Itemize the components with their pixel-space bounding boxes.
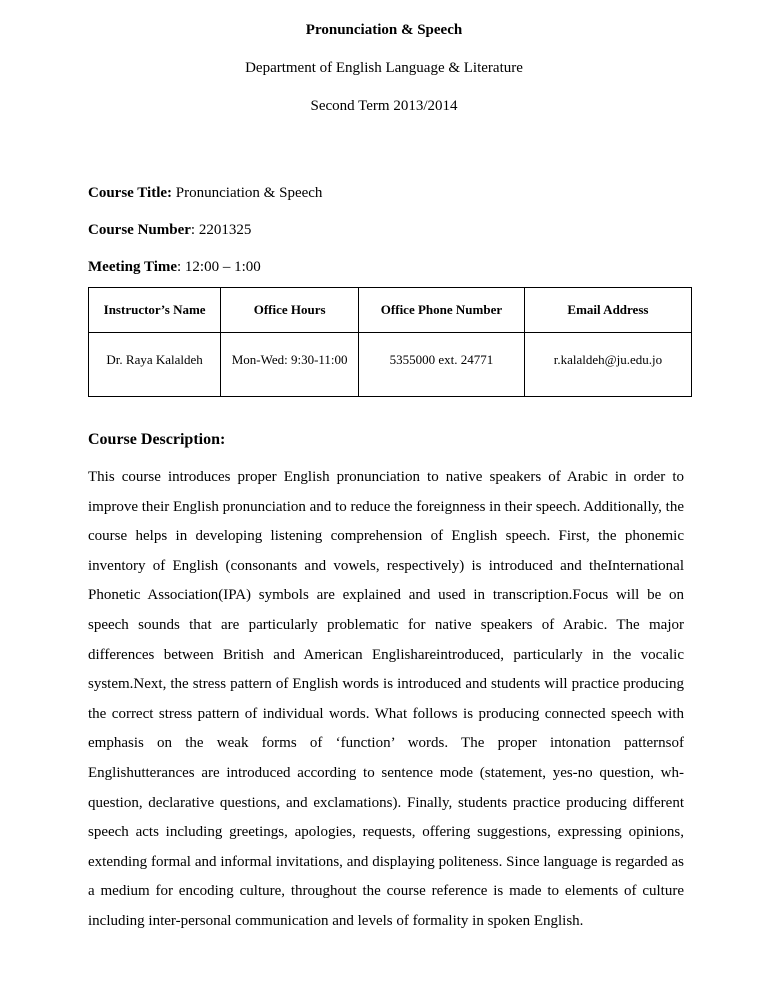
term-label: Second Term 2013/2014	[310, 98, 458, 114]
instructor-name-cell: Dr. Raya Kalaldeh	[89, 333, 221, 397]
office-phone-cell: 5355000 ext. 24771	[359, 333, 525, 397]
header-instructor-name: Instructor’s Name	[89, 288, 221, 333]
office-hours-cell: Mon-Wed: 9:30-11:00	[221, 333, 359, 397]
email-cell: r.kalaldeh@ju.edu.jo	[524, 333, 691, 397]
table-row	[89, 333, 692, 397]
meeting-time-field	[88, 258, 261, 276]
meeting-time-label: Meeting Time	[88, 259, 178, 275]
header-email: Email Address	[524, 288, 691, 333]
course-number-value: : 2201325	[190, 222, 252, 238]
course-title-label: Course Title:	[88, 185, 173, 201]
document-title: Pronunciation & Speech	[305, 22, 463, 38]
department-name: Department of English Language & Literature	[245, 60, 523, 76]
meeting-time-value: : 12:00 – 1:00	[177, 259, 261, 275]
course-number-field	[88, 221, 251, 239]
instructor-contact-table	[88, 287, 692, 397]
table-header-row	[89, 288, 692, 333]
course-description-text: This course introduces proper English pronunciation to native speakers of Arabic in order to improve their English pronunciation and to reduce the foreignness in their speech. Additionally, the course helps in developing listening comprehension of English speech. First, the phonemic inventory of English (consonants and vowels, respectively) is introduced and theInternational Phonetic Association(IPA) symbols are explained and used in transcription.Focus will be on speech sounds that are particularly problematic for native speakers of Arabic. The major differences between British and American Englishareintroduced, particularly in the vocalic system.Next, the stress pattern of English words is introduced and students will practice producing the correct stress pattern of individual words. What follows is producing connected speech with emphasis on the weak forms of ‘function’ words. The proper intonation patternsof Englishutterances are introduced according to sentence mode (statement, yes-no question, wh-question, declarative questions, and exclamations). Finally, students practice producing different speech acts including greetings, apologies, requests, offering suggestions, expressing opinions, extending formal and informal invitations, and displaying politeness. Since language is regarded as a medium for encoding culture, throughout the course reference is made to elements of culture including inter-personal communication and levels of formality in spoken English.	[88, 469, 684, 929]
course-title-value: Pronunciation & Speech	[172, 185, 323, 201]
course-description-heading: Course Description:	[88, 431, 226, 448]
course-title-field	[88, 184, 322, 202]
header-office-hours: Office Hours	[221, 288, 359, 333]
header-office-phone: Office Phone Number	[359, 288, 525, 333]
course-number-label: Course Number	[88, 222, 191, 238]
